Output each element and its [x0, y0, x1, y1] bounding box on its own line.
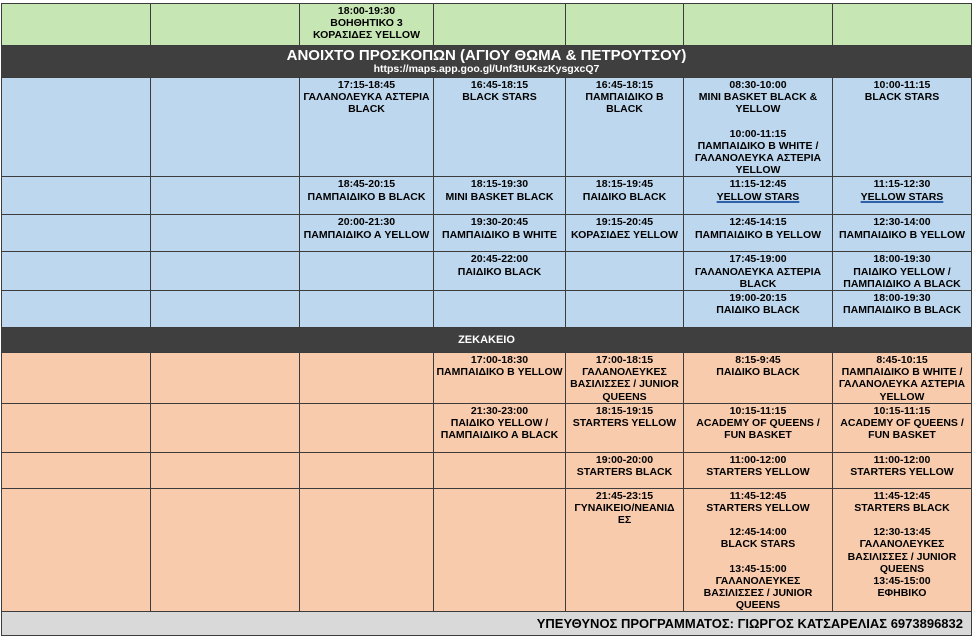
- session-time: 18:15-19:30: [470, 178, 529, 191]
- session-team: ΠΑΜΠΑΙΔΙΚΟ Β YELLOW: [694, 228, 822, 241]
- session-team: ΓΑΛΑΝΟΛΕΥΚΕΣ ΒΑΣΙΛΙΣΣΕΣ / JUNIOR QUEENS: [703, 574, 813, 612]
- session-team: YELLOW STARS: [860, 190, 944, 203]
- schedule-cell: [300, 78, 434, 177]
- table-row: [2, 488, 972, 612]
- session-entry: [302, 79, 431, 116]
- schedule-cell: [833, 78, 972, 177]
- session-entry: [686, 454, 830, 478]
- table-row: [2, 78, 972, 177]
- schedule-cell: [833, 452, 972, 488]
- schedule-cell: [684, 353, 833, 404]
- session-team: ΓΥΝΑΙΚΕΙΟ/ΝΕΑΝΙΔ ΕΣ: [574, 502, 675, 527]
- session-team: ΠΑΜΠΑΙΔΙΚΟ Β YELLOW: [838, 228, 966, 241]
- session-time: 19:00-20:15: [729, 292, 787, 305]
- schedule-cell: [300, 215, 434, 252]
- session-time: 17:00-18:30: [470, 354, 529, 367]
- schedule-cell: [151, 452, 300, 488]
- schedule-cell: [566, 4, 684, 46]
- schedule-cell: [833, 177, 972, 215]
- session-time: 11:00-12:00: [873, 453, 931, 466]
- schedule-cell: [2, 353, 151, 404]
- schedule-cell: [300, 291, 434, 328]
- session-team: BLACK STARS: [720, 538, 796, 551]
- session-time: 10:15-11:15: [729, 404, 787, 417]
- session-entry: [568, 490, 681, 527]
- session-team: ΠΑΜΠΑΙΔΙΚΟ Β BLACK: [585, 91, 664, 116]
- session-entry: [686, 490, 830, 514]
- session-time: 18:15-19:15: [595, 404, 654, 417]
- session-entry: [835, 253, 969, 290]
- schedule-cell: [566, 452, 684, 488]
- schedule-cell: [300, 353, 434, 404]
- footer-text: ΥΠΕΥΘΥΝΟΣ ΠΡΟΓΡΑΜΜΑΤΟΣ: ΓΙΩΡΓΟΣ ΚΑΤΣΑΡΕΛΙΑΣ 6973896832: [536, 616, 963, 632]
- session-team: ΚΟΡΑΣΙΔΕΣ YELLOW: [571, 228, 678, 241]
- schedule-cell: [833, 252, 972, 291]
- session-time: 11:15-12:30: [873, 178, 931, 191]
- session-time: 11:15-12:45: [729, 178, 787, 191]
- schedule-cell: [566, 252, 684, 291]
- session-entry: [835, 354, 969, 403]
- schedule-table: [1, 3, 972, 636]
- session-entry: [686, 216, 830, 240]
- schedule-cell: [833, 291, 972, 328]
- schedule-cell: [684, 291, 833, 328]
- session-entry: [686, 354, 830, 378]
- table-row: [2, 215, 972, 252]
- schedule-cell: [434, 488, 566, 612]
- schedule-cell: [833, 403, 972, 452]
- session-entry: [686, 178, 830, 202]
- session-entry: [302, 216, 431, 240]
- table-row: [2, 452, 972, 488]
- session-team: ΠΑΙΔΙΚΟ BLACK: [457, 265, 542, 278]
- session-team: ΠΑΜΠΑΙΔΙΚΟ Α YELLOW: [303, 228, 430, 241]
- session-team: ΠΑΜΠΑΙΔΙΚΟ Β WHITE: [442, 228, 557, 241]
- session-team: ACADEMY OF QUEENS / FUN BASKET: [696, 417, 820, 442]
- session-entry: [436, 253, 563, 277]
- session-time: 10:00-11:15: [873, 79, 931, 91]
- session-team: ΓΑΛΑΝΟΛΕΥΚΕΣ ΒΑΣΙΛΙΣΣΕΣ / JUNIOR QUEENS: [570, 366, 679, 403]
- schedule-cell: [151, 353, 300, 404]
- session-team: ΠΑΙΔΙΚΟ YELLOW / ΠΑΜΠΑΙΔΙΚΟ Α BLACK: [843, 265, 961, 290]
- schedule-cell: [566, 215, 684, 252]
- session-time: 8:15-9:45: [735, 354, 781, 367]
- schedule-cell: [434, 4, 566, 46]
- schedule-cell: [684, 452, 833, 488]
- session-team: ΠΑΜΠΑΙΔΙΚΟ Β WHITE / ΓΑΛΑΝΟΛΕΥΚΑ ΑΣΤΕΡΙΑ YELLOW: [838, 366, 966, 403]
- session-team: ΕΦΗΒΙΚΟ: [877, 587, 927, 600]
- schedule-cell: [2, 4, 151, 46]
- session-team: ΠΑΜΠΑΙΔΙΚΟ Β YELLOW: [436, 366, 563, 379]
- schedule-cell: [2, 452, 151, 488]
- session-time: 17:45-19:00: [729, 253, 787, 266]
- session-time: 18:45-20:15: [337, 178, 396, 191]
- session-entry: [835, 454, 969, 478]
- session-time: 21:30-23:00: [470, 404, 529, 417]
- session-team: ΠΑΙΔΙΚΟ BLACK: [582, 190, 667, 203]
- schedule-cell: [151, 215, 300, 252]
- session-entry: [835, 405, 969, 442]
- schedule-cell: [566, 177, 684, 215]
- schedule-cell: [566, 353, 684, 404]
- session-time: 08:30-10:00: [729, 79, 787, 91]
- session-entry: [686, 405, 830, 442]
- session-team: STARTERS BLACK: [854, 502, 950, 515]
- session-entry: [302, 5, 431, 42]
- table-row: [2, 4, 972, 46]
- session-time: 18:00-19:30: [873, 253, 931, 266]
- session-time: 10:15-11:15: [873, 404, 931, 417]
- table-row: [2, 291, 972, 328]
- schedule-cell: [684, 215, 833, 252]
- schedule-cell: [684, 252, 833, 291]
- session-team: ΠΑΙΔΙΚΟ YELLOW / ΠΑΜΠΑΙΔΙΚΟ Α BLACK: [440, 417, 559, 442]
- session-entry: [686, 292, 830, 316]
- schedule-cell: [434, 215, 566, 252]
- session-team: ΓΑΛΑΝΟΛΕΥΚΑ ΑΣΤΕΡΙΑ BLACK: [303, 91, 430, 116]
- schedule-cell: [684, 488, 833, 612]
- schedule-cell: [434, 252, 566, 291]
- session-entry: [835, 490, 969, 514]
- schedule-cell: [300, 452, 434, 488]
- session-team: STARTERS YELLOW: [572, 417, 677, 430]
- session-team: ACADEMY OF QUEENS / FUN BASKET: [840, 417, 964, 442]
- session-entry: [436, 79, 563, 103]
- session-time: 20:00-21:30: [337, 216, 396, 229]
- session-time: 11:45-12:45: [873, 489, 931, 502]
- session-team: ΒΟΗΘΗΤΙΚΟ 3 ΚΟΡΑΣΙΔΕΣ YELLOW: [313, 17, 420, 42]
- session-time: 21:45-23:15: [595, 489, 654, 502]
- schedule-cell: [300, 403, 434, 452]
- session-team: MINI BASKET BLACK: [445, 190, 554, 203]
- schedule-cell: [434, 177, 566, 215]
- schedule-cell: [434, 291, 566, 328]
- footer-contact: [2, 612, 972, 636]
- table-row: [2, 403, 972, 452]
- session-entry: [686, 253, 830, 290]
- table-row: [2, 353, 972, 404]
- session-entry: [835, 292, 969, 316]
- session-team: YELLOW STARS: [716, 190, 800, 203]
- session-time: 12:45-14:15: [729, 216, 787, 229]
- session-team: ΠΑΜΠΑΙΔΙΚΟ Β WHITE / ΓΑΛΑΝΟΛΕΥΚΑ ΑΣΤΕΡΙΑ YELLOW: [694, 139, 822, 177]
- schedule-cell: [300, 488, 434, 612]
- session-entry: [436, 405, 563, 442]
- session-entry: [436, 354, 563, 378]
- session-time: 19:30-20:45: [470, 216, 529, 229]
- session-entry: [568, 79, 681, 116]
- schedule-cell: [2, 215, 151, 252]
- session-entry: [835, 216, 969, 240]
- schedule-cell: [151, 4, 300, 46]
- session-entry: [835, 79, 969, 103]
- schedule-cell: [684, 4, 833, 46]
- schedule-cell: [151, 291, 300, 328]
- session-team: STARTERS BLACK: [576, 466, 673, 479]
- session-team: STARTERS YELLOW: [706, 502, 810, 515]
- session-time: 19:15-20:45: [595, 216, 654, 229]
- session-team: ΠΑΜΠΑΙΔΙΚΟ Β BLACK: [843, 304, 961, 317]
- session-team: BLACK STARS: [864, 91, 940, 104]
- schedule-cell: [2, 177, 151, 215]
- schedule-cell: [300, 4, 434, 46]
- schedule-cell: [2, 78, 151, 177]
- session-team: ΓΑΛΑΝΟΛΕΥΚΑ ΑΣΤΕΡΙΑ BLACK: [694, 265, 822, 290]
- venue-title: ΑΝΟΙΧΤΟ ΠΡΟΣΚΟΠΩΝ (ΑΓΙΟΥ ΘΩΜΑ & ΠΕΤΡΟΥΤΣΟΥ): [286, 47, 687, 64]
- table-row: [2, 177, 972, 215]
- schedule-cell: [2, 403, 151, 452]
- schedule-cell: [833, 488, 972, 612]
- session-entry: [568, 405, 681, 429]
- session-entry: [686, 128, 830, 177]
- table-row: [2, 252, 972, 291]
- schedule-cell: [434, 353, 566, 404]
- session-entry: [686, 563, 830, 612]
- session-time: 18:15-19:45: [595, 178, 654, 191]
- schedule-cell: [684, 177, 833, 215]
- session-entry: [568, 178, 681, 202]
- session-entry: [568, 454, 681, 478]
- session-time: 16:45-18:15: [595, 79, 654, 91]
- session-entry: [302, 178, 431, 202]
- session-time: 8:45-10:15: [876, 354, 928, 367]
- schedule-cell: [151, 403, 300, 452]
- session-team: BLACK STARS: [462, 91, 537, 104]
- session-team: STARTERS YELLOW: [850, 466, 954, 479]
- session-time: 11:00-12:00: [729, 453, 787, 466]
- schedule-cell: [434, 78, 566, 177]
- schedule-cell: [434, 452, 566, 488]
- session-time: 17:00-18:15: [595, 354, 654, 367]
- schedule-cell: [566, 488, 684, 612]
- session-entry: [835, 178, 969, 202]
- schedule-cell: [151, 252, 300, 291]
- session-time: 16:45-18:15: [470, 79, 529, 91]
- schedule-cell: [833, 215, 972, 252]
- venue-header: [2, 46, 972, 78]
- session-entry: [568, 216, 681, 240]
- session-entry: [835, 575, 969, 599]
- footer-row: [2, 612, 972, 636]
- session-time: 13:45-15:00: [729, 562, 787, 575]
- session-team: MINI BASKET BLACK & YELLOW: [698, 91, 818, 116]
- schedule-cell: [833, 353, 972, 404]
- session-time: 11:45-12:45: [729, 489, 787, 502]
- schedule-cell: [151, 488, 300, 612]
- schedule-cell: [300, 177, 434, 215]
- venue-header-row: [2, 328, 972, 353]
- session-time: 19:00-20:00: [595, 453, 654, 466]
- session-time: 13:45-15:00: [873, 575, 931, 588]
- schedule-cell: [566, 78, 684, 177]
- session-team: STARTERS YELLOW: [706, 466, 810, 479]
- venue-header-row: [2, 46, 972, 78]
- session-entry: [686, 79, 830, 116]
- venue-header: [2, 328, 972, 353]
- session-time: 17:15-18:45: [337, 79, 396, 91]
- session-team: ΠΑΙΔΙΚΟ BLACK: [716, 366, 800, 379]
- session-entry: [835, 526, 969, 575]
- session-time: 12:30-13:45: [873, 526, 931, 539]
- schedule-cell: [151, 177, 300, 215]
- session-time: 18:00-19:30: [337, 5, 396, 17]
- schedule-cell: [684, 78, 833, 177]
- schedule-cell: [2, 291, 151, 328]
- session-time: 12:30-14:00: [873, 216, 931, 229]
- session-entry: [436, 216, 563, 240]
- session-team: ΓΑΛΑΝΟΛΕΥΚΕΣ ΒΑΣΙΛΙΣΣΕΣ / JUNIOR QUEENS: [847, 538, 957, 575]
- schedule-cell: [684, 403, 833, 452]
- session-entry: [568, 354, 681, 403]
- schedule-cell: [566, 291, 684, 328]
- session-time: 10:00-11:15: [729, 127, 787, 140]
- schedule-cell: [151, 78, 300, 177]
- session-entry: [686, 526, 830, 550]
- venue-title: ΖΕΚΑΚΕΙΟ: [458, 334, 515, 347]
- session-time: 12:45-14:00: [729, 526, 787, 539]
- schedule-cell: [300, 252, 434, 291]
- schedule-cell: [2, 488, 151, 612]
- session-entry: [436, 178, 563, 202]
- schedule-cell: [833, 4, 972, 46]
- venue-map-link[interactable]: https://maps.app.goo.gl/Unf3tUKszKysgxcQ7: [373, 63, 600, 75]
- schedule-cell: [566, 403, 684, 452]
- session-team: ΠΑΙΔΙΚΟ BLACK: [716, 304, 800, 317]
- schedule-cell: [434, 403, 566, 452]
- session-team: ΠΑΜΠΑΙΔΙΚΟ Β BLACK: [307, 190, 426, 203]
- schedule-cell: [2, 252, 151, 291]
- session-time: 18:00-19:30: [873, 292, 931, 305]
- session-time: 20:45-22:00: [470, 253, 529, 266]
